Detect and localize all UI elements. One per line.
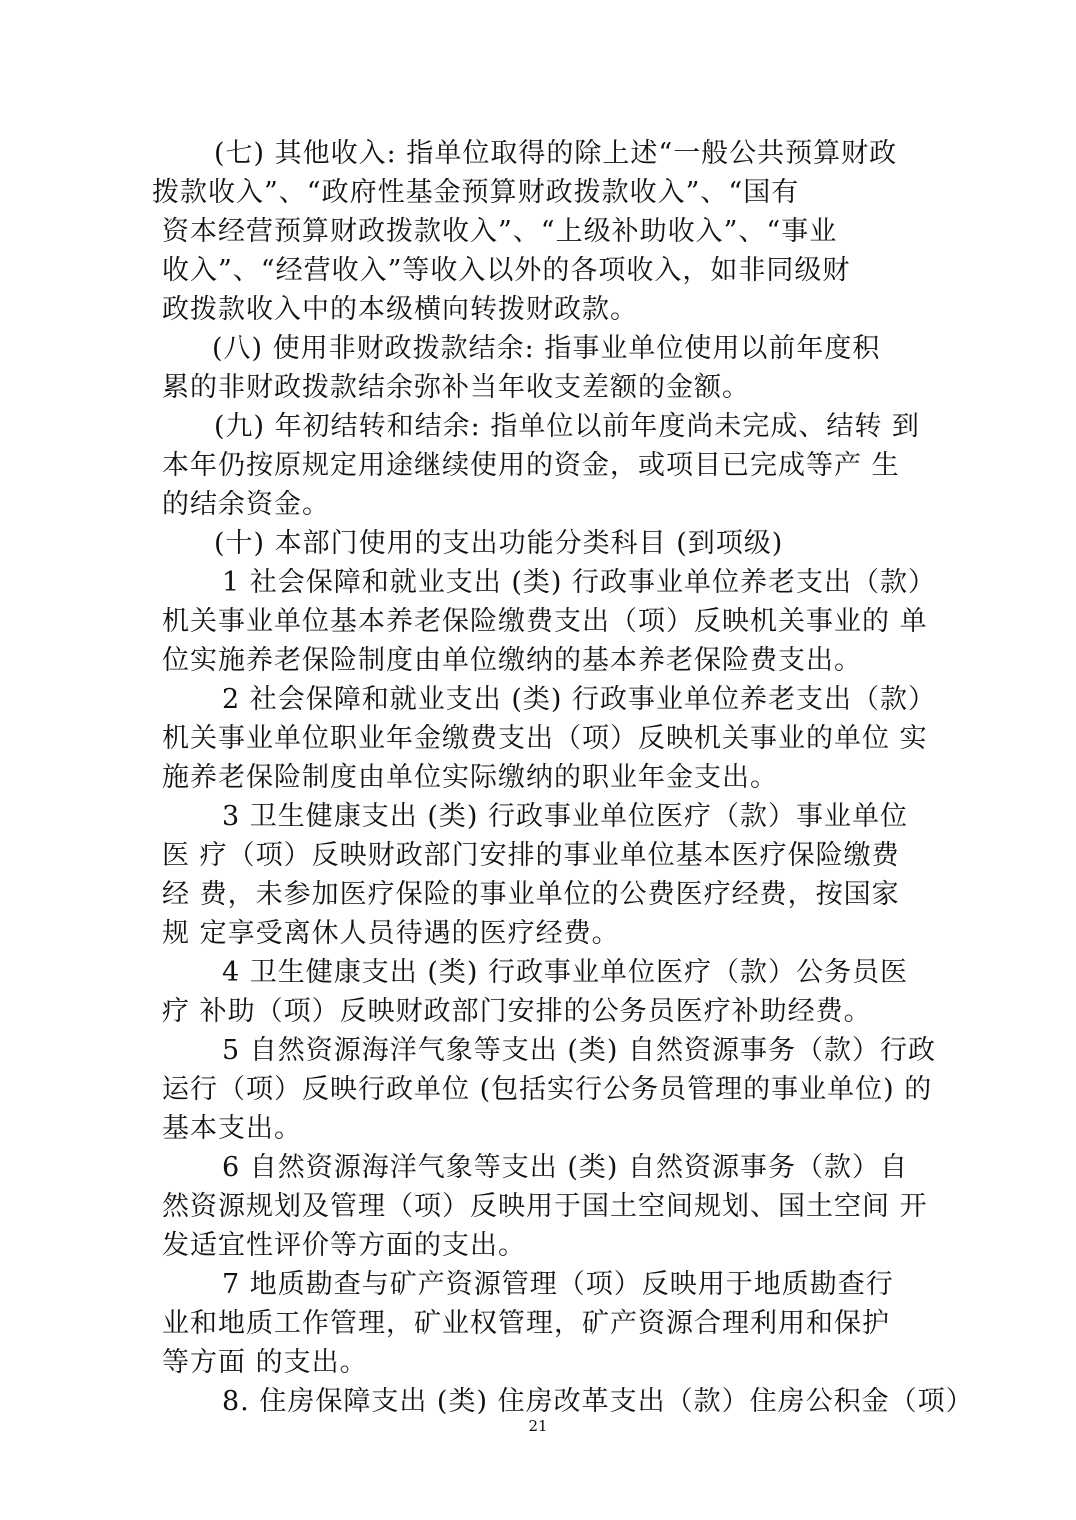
- page-number: 21: [528, 1417, 548, 1435]
- text-line: 6 自然资源海洋气象等支出 (类) 自然资源事务（款）自: [222, 1152, 908, 1183]
- text-line: 5 自然资源海洋气象等支出 (类) 自然资源事务（款）行政: [222, 1035, 936, 1066]
- text-line: (八) 使用非财政拨款结余: 指事业单位使用以前年度积: [212, 333, 881, 364]
- text-line: 施养老保险制度由单位实际缴纳的职业年金支出。: [162, 762, 778, 793]
- text-line: 本年仍按原规定用途继续使用的资金，或项目已完成等产 生: [162, 450, 900, 481]
- text-line: 机关事业单位基本养老保险缴费支出（项）反映机关事业的 单: [162, 606, 928, 637]
- text-line: (七) 其他收入: 指单位取得的除上述“一般公共预算财政: [214, 138, 898, 169]
- text-line: (十) 本部门使用的支出功能分类科目 (到项级): [214, 528, 784, 559]
- text-line: 拨款收入”、“政府性基金预算财政拨款收入”、“国有: [152, 177, 800, 208]
- text-line: 1 社会保障和就业支出 (类) 行政事业单位养老支出（款）: [222, 567, 936, 598]
- text-line: (九) 年初结转和结余: 指单位以前年度尚未完成、结转 到: [214, 411, 920, 442]
- text-line: 医 疗（项）反映财政部门安排的事业单位基本医疗保险缴费: [162, 840, 900, 871]
- text-line: 的结余资金。: [162, 489, 330, 520]
- text-line: 发适宜性评价等方面的支出。: [162, 1230, 526, 1261]
- text-line: 基本支出。: [162, 1113, 302, 1144]
- text-line: 7 地质勘查与矿产资源管理（项）反映用于地质勘查行: [222, 1269, 894, 1300]
- text-line: 规 定享受离休人员待遇的医疗经费。: [162, 918, 620, 949]
- text-line: 4 卫生健康支出 (类) 行政事业单位医疗（款）公务员医: [222, 957, 908, 988]
- text-line: 3 卫生健康支出 (类) 行政事业单位医疗（款）事业单位: [222, 801, 908, 832]
- text-line: 经 费，未参加医疗保险的事业单位的公费医疗经费，按国家: [162, 879, 900, 910]
- text-line: 累的非财政拨款结余弥补当年收支差额的金额。: [162, 372, 750, 403]
- text-line: 8. 住房保障支出 (类) 住房改革支出（款）住房公积金（项）: [222, 1386, 974, 1417]
- text-line: 运行（项）反映行政单位 (包括实行公务员管理的事业单位) 的: [162, 1074, 933, 1105]
- text-line: 等方面 的支出。: [162, 1347, 368, 1378]
- text-line: 收入”、“经营收入”等收入以外的各项收入，如非同级财: [162, 255, 851, 286]
- text-line: 2 社会保障和就业支出 (类) 行政事业单位养老支出（款）: [222, 684, 936, 715]
- text-line: 位实施养老保险制度由单位缴纳的基本养老保险费支出。: [162, 645, 862, 676]
- text-line: 政拨款收入中的本级横向转拨财政款。: [162, 294, 638, 325]
- text-line: 资本经营预算财政拨款收入”、“上级补助收入”、“事业: [162, 216, 838, 247]
- text-line: 机关事业单位职业年金缴费支出（项）反映机关事业的单位 实: [162, 723, 928, 754]
- text-line: 疗 补助（项）反映财政部门安排的公务员医疗补助经费。: [162, 996, 872, 1027]
- text-line: 然资源规划及管理（项）反映用于国土空间规划、国土空间 开: [162, 1191, 928, 1222]
- text-line: 业和地质工作管理，矿业权管理，矿产资源合理利用和保护: [162, 1308, 890, 1339]
